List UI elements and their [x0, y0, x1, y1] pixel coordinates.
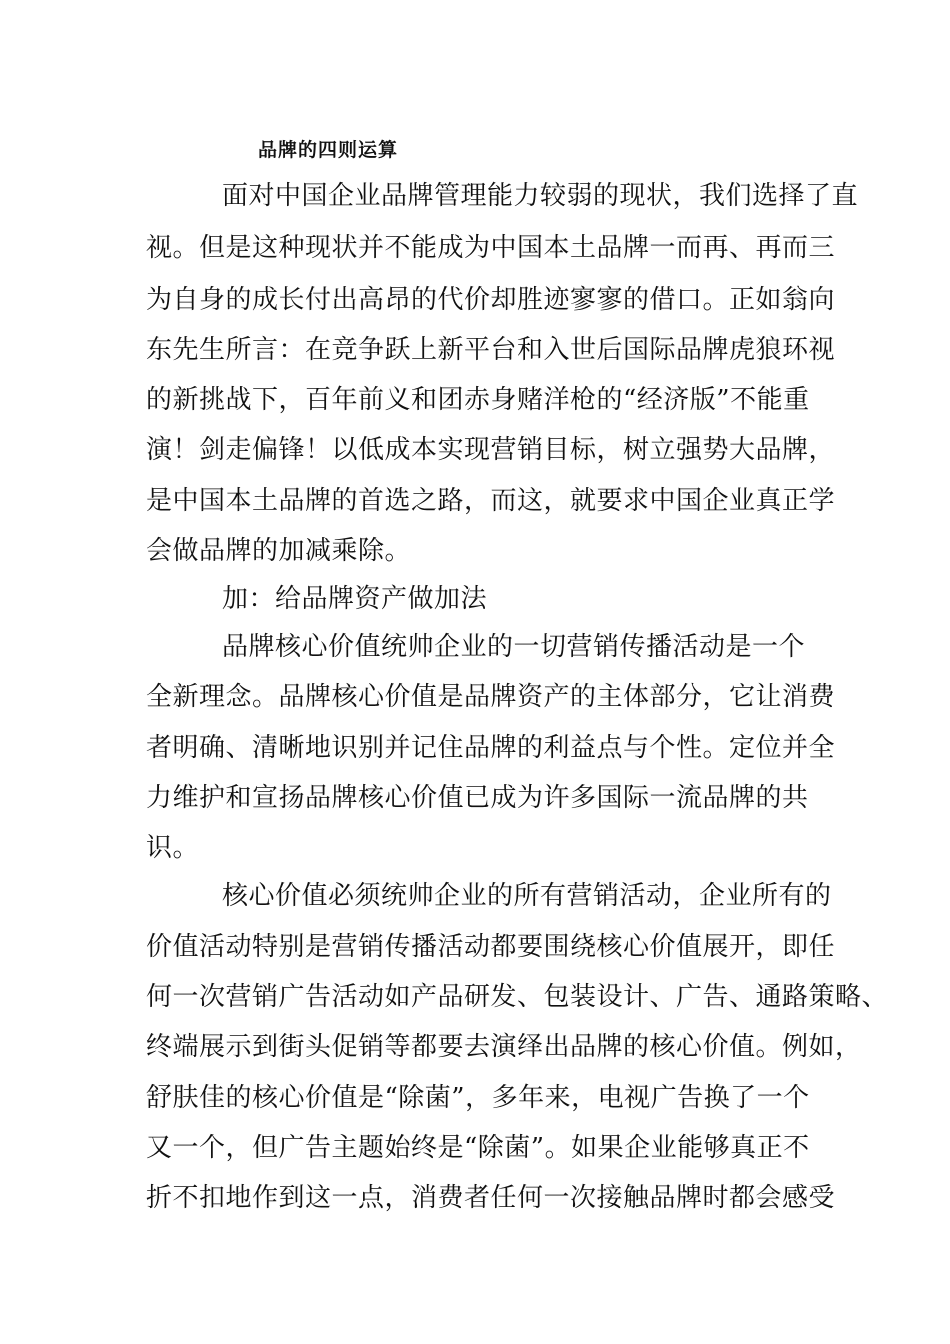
paragraph-3-line: 何一次营销广告活动如产品研发、包装设计、广告、通路策略、 — [146, 982, 889, 1012]
paragraph-1-line: 会做品牌的加减乘除。 — [146, 536, 412, 566]
paragraph-3-line: 折不扣地作到这一点，消费者任何一次接触品牌时都会感受 — [146, 1183, 836, 1213]
paragraph-1-line: 是中国本土品牌的首选之路，而这，就要求中国企业真正学 — [146, 486, 836, 516]
paragraph-1-line: 的新挑战下，百年前义和团赤身赌洋枪的“经济版”不能重 — [146, 385, 810, 415]
paragraph-2-line: 者明确、清晰地识别并记住品牌的利益点与个性。定位并全 — [146, 733, 836, 763]
paragraph-1-line: 面对中国企业品牌管理能力较弱的现状，我们选择了直 — [222, 181, 859, 211]
paragraph-2-line: 识。 — [146, 833, 200, 863]
section-heading: 加：给品牌资产做加法 — [222, 584, 488, 614]
paragraph-1-line: 为自身的成长付出高昂的代价却胜迹寥寥的借口。正如翁向 — [146, 285, 836, 315]
paragraph-1-line: 东先生所言：在竞争跃上新平台和入世后国际品牌虎狼环视 — [146, 335, 836, 365]
paragraph-3-line: 价值活动特别是营销传播活动都要围绕核心价值展开，即任 — [146, 932, 836, 962]
paragraph-3-line: 终端展示到街头促销等都要去演绎出品牌的核心价值。例如， — [146, 1032, 862, 1062]
paragraph-2-line: 品牌核心价值统帅企业的一切营销传播活动是一个 — [222, 632, 806, 662]
paragraph-1-line: 演！剑走偏锋！以低成本实现营销目标，树立强势大品牌， — [146, 435, 836, 465]
paragraph-1-line: 视。但是这种现状并不能成为中国本土品牌一而再、再而三 — [146, 233, 836, 263]
document-title: 品牌的四则运算 — [258, 139, 399, 161]
paragraph-2-line: 全新理念。品牌核心价值是品牌资产的主体部分，它让消费 — [146, 682, 836, 712]
paragraph-3-line: 舒肤佳的核心价值是“除菌”，多年来，电视广告换了一个 — [146, 1083, 810, 1113]
paragraph-2-line: 力维护和宣扬品牌核心价值已成为许多国际一流品牌的共 — [146, 783, 809, 813]
paragraph-3-line: 核心价值必须统帅企业的所有营销活动，企业所有的 — [222, 881, 832, 911]
paragraph-3-line: 又一个，但广告主题始终是“除菌”。如果企业能够真正不 — [146, 1133, 810, 1163]
